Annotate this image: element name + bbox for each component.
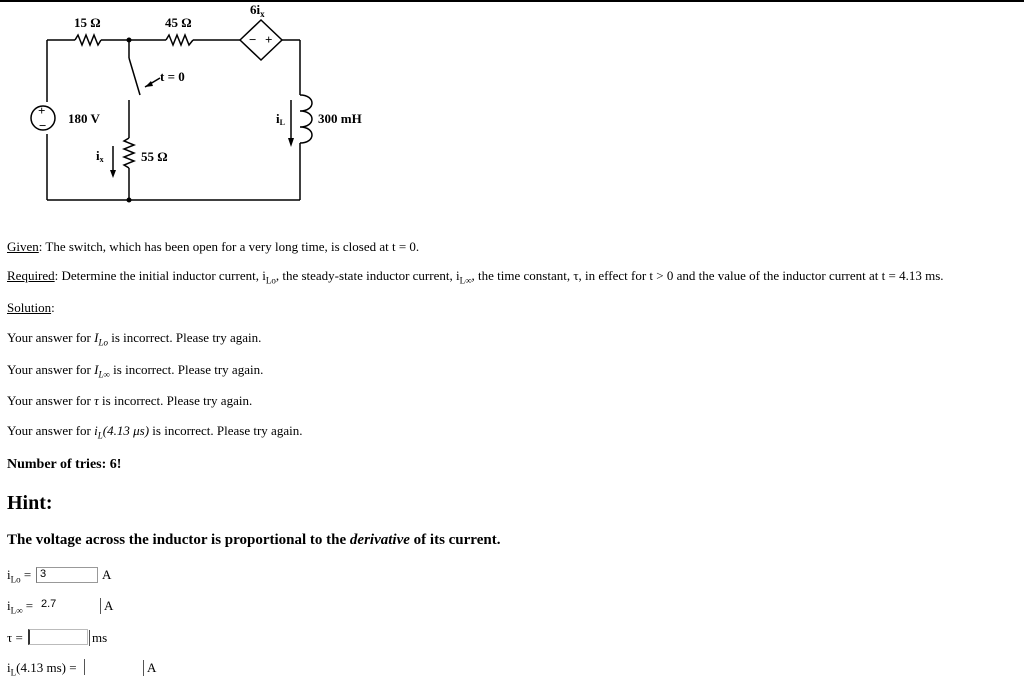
ilt-label: $i_L(4.13$ ms) = — [7, 660, 77, 678]
tau-input[interactable] — [28, 629, 88, 645]
ilinf-unit: A — [100, 598, 113, 614]
ilo-label: $i_{Lo}$ = — [7, 567, 32, 585]
ilinf-input[interactable]: 2.7 — [38, 598, 98, 614]
feedback-ilo: Your answer for $I_{Lo}$ is incorrect. Please try again. — [7, 330, 262, 348]
feedback-ilt: Your answer for $i_L(4.13$ μs) is incorrect. Please try again. — [7, 423, 303, 441]
ix-label: ix — [96, 148, 104, 164]
switch-label: t = 0 — [160, 69, 185, 84]
r1-label: 15 Ω — [74, 15, 101, 30]
feedback-tau: Your answer for τ is incorrect. Please try again. — [7, 393, 253, 408]
tau-unit: ms — [89, 630, 107, 646]
resistor-55 — [124, 138, 134, 168]
required-paragraph: Required: Determine the initial inductor current, $i_{Lo}$, the steady-state inductor current, $i_{L\infty}$, the time constant, τ, in effect for t > 0 and the value of the inductor current at t = 4.13 ms. — [7, 268, 944, 286]
resistor-45 — [166, 35, 193, 45]
hint-text: The voltage across the inductor is proportional to the derivative of its current. — [7, 532, 501, 548]
tau-label: τ = — [7, 630, 23, 645]
resistor-15 — [75, 35, 101, 45]
solution-heading: Solution: — [7, 300, 55, 315]
r3-label: 55 Ω — [141, 149, 168, 164]
ilt-unit: A — [143, 660, 156, 676]
dep-plus: + — [265, 32, 273, 47]
inductor-label: 300 mH — [318, 111, 362, 126]
ilo-unit: A — [102, 567, 112, 582]
hint-title: Hint: — [7, 492, 53, 514]
il-label: iL — [276, 111, 285, 127]
r2-label: 45 Ω — [165, 15, 192, 30]
switch — [129, 58, 140, 95]
circuit-diagram — [0, 0, 420, 215]
ilt-input[interactable] — [84, 659, 142, 675]
dep-source-label: $6i_x$ — [250, 2, 265, 19]
tries-count: Number of tries: 6! — [7, 457, 122, 472]
dependent-source — [240, 20, 282, 60]
dep-minus: − — [249, 32, 257, 47]
source-minus: − — [39, 118, 47, 133]
source-plus: + — [38, 103, 46, 118]
feedback-ilinf: Your answer for $I_{L\infty}$ is incorrect. Please try again. — [7, 362, 264, 380]
source-label: 180 V — [68, 111, 100, 126]
given-paragraph: Given: The switch, which has been open for a very long time, is closed at t = 0. — [7, 239, 420, 254]
ilo-input[interactable]: 3 — [36, 567, 98, 583]
inductor — [300, 95, 312, 143]
ilinf-label: $i_{L\infty}$ = — [7, 598, 34, 616]
